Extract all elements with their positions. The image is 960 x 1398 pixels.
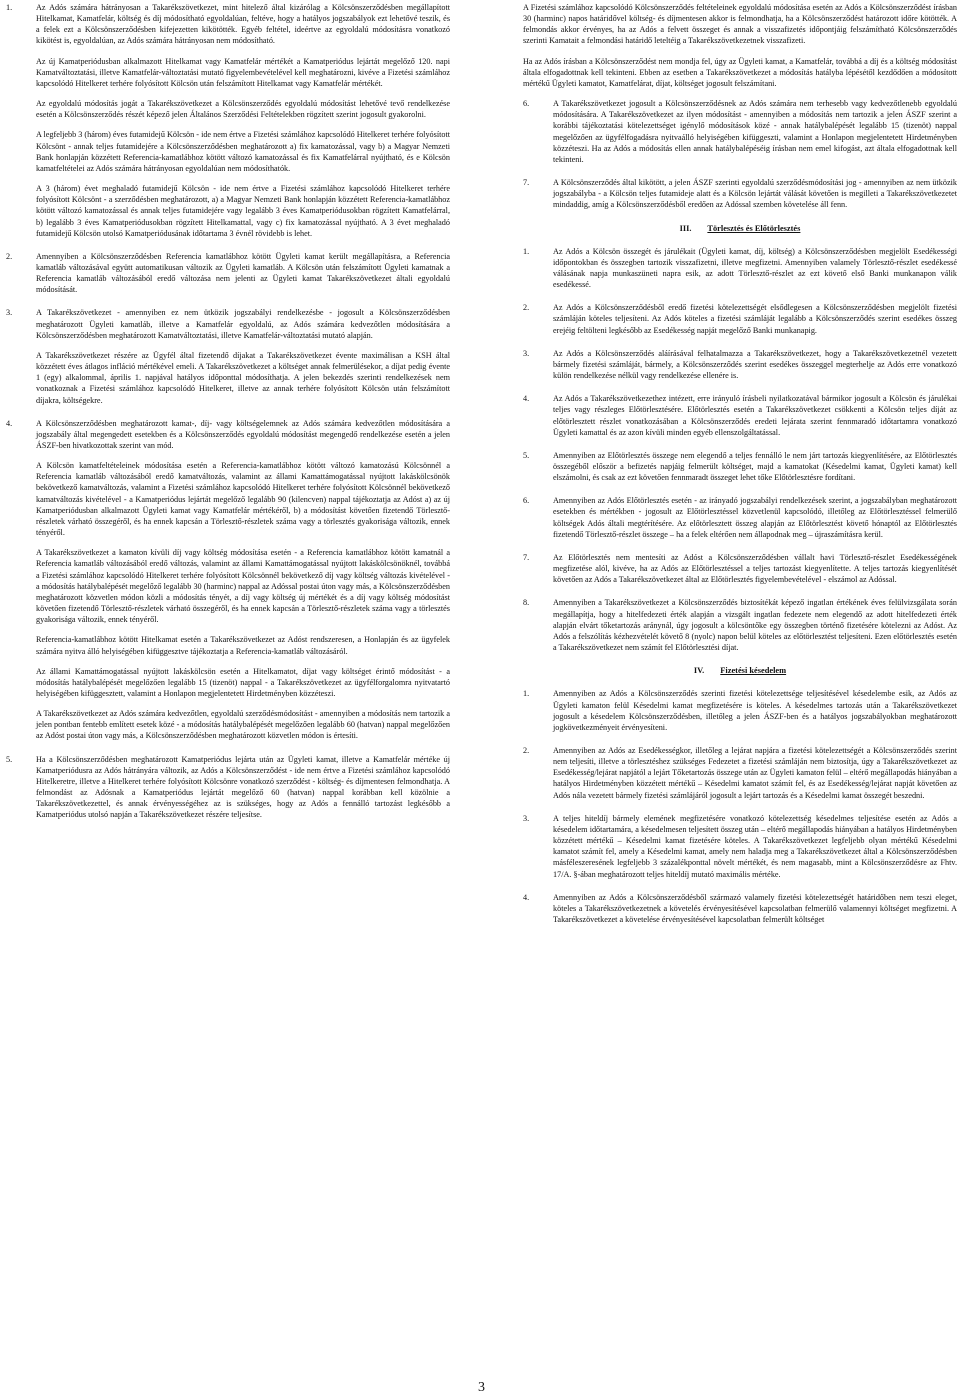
paragraph-number: 3. bbox=[523, 813, 530, 823]
numbered-paragraph bbox=[523, 302, 957, 335]
page-number: 3 bbox=[478, 1380, 485, 1395]
paragraph-text: Amennyiben az Adós a Kölcsönszerződésből származó valamely fizetési kötelezettségét határidőben nem teszi eleget, köteles a Takarékszövetkezetnek a követelés érvényesítésével kapcsolatban felmerülő valamennyi költséget megfizetni. A Takarékszövetkezet a követelése érvényesítésével kapcsolatban felmerült költséget bbox=[553, 892, 957, 924]
right-items-a bbox=[523, 98, 957, 210]
paragraph-number: 2. bbox=[6, 251, 13, 261]
paragraph-number: 5. bbox=[523, 450, 530, 460]
paragraph-text: A Takarékszövetkezet - amennyiben ez nem ütközik jogszabályi rendelkezésbe - jogosult a Kölcsönszerződésben meghatározott Ügyleti kamatláb, illetve a Kamatfelár egyoldalú, az Adós számára kedvezőtlen módosítására a Kölcsönszerződésben meghatározott Kamatváltoztatási, illetve Kamatfelár-változtatási mutató alapján. bbox=[36, 308, 450, 340]
paragraph-text: Az Előtörlesztés nem mentesíti az Adóst a Kölcsönszerződésben vállalt havi Törlesztő-részlet Esedékességének megfizetése alól, kivéve, ha az Adós az Előtörlesztéssel a teljes tartozást kiegyenlítette. A teljes tartozás kiegyenlítését követően az Adós a Takarékszövetkezet által az Előtörlesztés figyelembevételével - elszámol az Adóssal. bbox=[553, 552, 957, 585]
section-title: Fizetési késedelem bbox=[720, 666, 787, 676]
paragraph-text: Az új Kamatperiódusban alkalmazott Hitelkamat vagy Kamatfelár mértékét a Kamatperiódus lejártát megelőző 120. napi Kamatváltoztatási, illetve Kamatfelár-változtatási mutató figyelembevételével kell meghatározni, kivéve a Fizetési számlához kapcsolódó Hitelkeret terhére folyósított Kölcsön után felszámított Hitelkamat vagy Kamatfelár mértékét. bbox=[36, 56, 450, 88]
paragraph-text: Az Adós a Kölcsön összegét és járulékait (Ügyleti kamat, díj, költség) a Kölcsönszerződésben megjelölt Esedékességi időpontokban és összegben tartozik visszafizetni, illetve megfizetni. Amennyiben valamely Törlesztő-részlet esedékessé válásának napja munkaszüneti napra esik, az adott Törlesztő-részlet az ezt követő első Banki munkanapon válik esedékessé. bbox=[553, 246, 957, 290]
paragraph-text: Az Adós a Takarékszövetkezethez intézett, erre irányuló írásbeli nyilatkozatával bármikor jogosult a Kölcsön és járulékai teljes vagy részleges Előtörlesztésére. Előtörlesztés esetén a Takarékszövetkezet csökkenti a Kölcsön teljes díját az előtörlesztett részlet vonatkozásában a Kölcsönszerződés eredeti lejárata szerint fennmaradó időtartamra vonatkozó Ügyleti kamattal és az azon kívüli minden egyéb ellenszolgáltatással. bbox=[553, 394, 957, 437]
numbered-paragraph bbox=[523, 246, 957, 291]
paragraph-text: A teljes hiteldíj bármely elemének megfizetésére vonatkozó kötelezettség késedelmes teljesítése esetén az Adós a késedelem időtartamára, a késedelmesen teljesített összeg után – eltérő megállapodás hiányában a hatályos Hirdetményben közzétett mértékű – Késedelmi kamat fizetésére köteles. A Takarékszövetkezet legfeljebb olyan mértékű Késedelmi kamatot számít fel, amely a Késedelmi kamat, amely nem haladja meg a Takarékszövetkezet által a Kölcsönszerződésben másféleszeresének legfeljebb 3 százalékponttal növelt mértékét, és nem magasabb, mint a Kölcsönszerződésre az Fhtv. 17/A. §-ában meghatározott teljes hiteldíj mutató maximális mértéke. bbox=[553, 813, 957, 879]
section-title: Törlesztés és Előtörlesztés bbox=[707, 223, 801, 233]
numbered-paragraph bbox=[6, 418, 450, 742]
paragraph-number: 6. bbox=[523, 496, 530, 506]
paragraph-number: 7. bbox=[523, 178, 530, 188]
paragraph-number: 1. bbox=[523, 689, 530, 699]
numbered-paragraph bbox=[523, 177, 957, 210]
paragraph-number: 4. bbox=[523, 394, 530, 404]
paragraph-number: 8. bbox=[523, 598, 530, 608]
paragraph-text: Amennyiben az Adós Előtörlesztés esetén - az irányadó jogszabályi rendelkezések szerint, a jogszabályban meghatározott esetekben és mértékben - jogosult az Előtörlesztéssel közvetlenül kapcsolódó, illetőleg az Előtörlesztéssel felmerülő költségek Adós általi megtérítésére. Az előtörlesztett összeg alapján az Előtörlesztést követő hónaptól az Előtörlesztés fizetendő Törlesztő-részlet összege – ha a felek eltérően nem állapodnak meg – újraszámításra kerül. bbox=[553, 496, 957, 539]
paragraph-text: Amennyiben a Takarékszövetkezet a Kölcsönszerződés biztosítékát képező ingatlan értékének éves felülvizsgálata során megállapítja, hogy a hitelfedezeti érték alapján a vizsgált ingatlan fedezete nem elegendő az adott hitelfedezeti érték alapján elvárt tőketartozás aránynál, úgy jogosult a kölcsöntőke egy összegben történő fizetésére kötelezni az Adóst. Az Adós a felszólítás kézhezvételét követő 8 (nyolc) napon belül köteles az előtörlesztést teljesíteni. Ezen előtörlesztés esetén a Takarékszövetkezet nem számít fel Előtörlesztési díjat. bbox=[553, 598, 957, 653]
paragraph-text: Ha a Kölcsönszerződésben meghatározott Kamatperiódus lejárta után az Ügyleti kamat, illetve a Kamatfelár mértéke új Kamatperiódusra az Adós hátrányára változik, az Adós a Kölcsönszerződést - ide nem értve a Fizetési számlához kapcsolódó Hitelkeretre, illetve a Hitelkeret terhére folyósított Kölcsönre vonatkozó szerződést - költség- és díjmentesen felmondhatja. A felmondást az Adósnak a Kamatperiódus lejártát megelőző 60 (hatvan) nappal korábban kell közölnie a Takarékszövetkezettel, és annak érvényességéhez az is szükséges, hogy az Adós a fennálló tartozást legkésőbb a Kamatperiódus utolsó napján a Takarékszövetkezet részére teljesítse. bbox=[36, 754, 450, 820]
paragraph-text: A Fizetési számlához kapcsolódó Kölcsönszerződés feltételeinek egyoldalú módosítása esetén az Adós a Kölcsönszerződést írásban 30 (harminc) napos határidővel költség- és díjmentesen akkor is felmondhatja, ha a Kölcsönszerződést határozott időre kötötték. A felmondás akkor érvényes, ha az Adós a felvett összeget és annak a visszafizetés időpontjáig felszámítható Kölcsönszerződés szerinti Kamatait a felmondási határidő leteltéig a Takarékszövetkezetnek visszafizeti. bbox=[523, 3, 957, 46]
paragraph-text: Amennyiben az Adós az Esedékességkor, illetőleg a lejárat napjára a fizetési kötelezettségét a Kölcsönszerződés szerint nem teljesíti, illetve a törlesztéshez szükséges Fedezetet a fizetési számláján nem biztosítja, úgy a Takarékszövetkezet az Esedékesség/lejárat napjától a lejárt Tőketartozás összege után az Ügyleti kamaton felül – eltérő megállapodás hiányában a hatályos Hirdetményben közzétett mértékű – Késedelmi kamatot számít fel, és az Esedékesség/lejárat napját követően az Adós nála vezetett bármely fizetési számlájáról jogosult a lejárt tartozás és a Késedelmi kamat összegét beszedni. bbox=[553, 745, 957, 800]
paragraph-text: A Kölcsönszerződésben meghatározott kamat-, díj- vagy költségelemnek az Adós számára kedvezőtlen módosítására a jogszabály által megengedett esetekben és a Kölcsönszerződés egyoldalú módosítást megengedő rendelkezése esetén a jelen ÁSZF-ben hivatkozottak szerint van mód. bbox=[36, 418, 450, 450]
paragraph-number: 3. bbox=[6, 308, 13, 318]
paragraph-number: 1. bbox=[6, 3, 13, 12]
paragraph-number: 5. bbox=[6, 754, 13, 764]
numbered-paragraph bbox=[6, 307, 450, 405]
section-heading-iii bbox=[523, 223, 957, 234]
paragraph-number: 7. bbox=[523, 552, 530, 562]
numbered-paragraph bbox=[523, 892, 957, 925]
paragraph-number: 4. bbox=[523, 892, 530, 902]
section-roman: III. bbox=[679, 223, 692, 233]
numbered-paragraph bbox=[523, 348, 957, 381]
paragraph-number: 2. bbox=[523, 303, 530, 313]
paragraph-text: A Takarékszövetkezet jogosult a Kölcsönszerződésnek az Adós számára nem terhesebb vagy kedvezőtlenebb egyoldalú módosítására. A Takarékszövetkezet az ilyen módosítást - amennyiben a módosítás nem tartozik a jelen ÁSZF szerint a korábbi tájékoztatási kötelezettséget igénylő módosítások közé - annak hatálybalépését legalább 15 (tizenöt) nappal megelőzően az ügyfélfogadásra nyitvaálló helyiségében kifüggeszti, valamint a Honlapon megjelentetett Hirdetményben közzéteszi. Ha az Adós a módosítás ellen annak hatálybalépéséig írásban nem emel kifogást, azt általa elfogadottnak kell tekinteni. bbox=[553, 99, 957, 164]
right-column bbox=[523, 2, 957, 937]
numbered-paragraph bbox=[523, 688, 957, 733]
section-heading-iv bbox=[523, 665, 957, 676]
numbered-paragraph bbox=[6, 2, 450, 239]
paragraph-text: Az Adós a Kölcsönszerződés aláírásával felhatalmazza a Takarékszövetkezet, hogy a Takarékszövetkezetnél vezetett bármely fizetési számláját, bármely, a Kölcsönszerződés szerint esedékes összeggel megterhelje az Adós erre vonatkozó külön rendelkezése nélkül vagy rendelkezése ellenére is. bbox=[553, 348, 957, 381]
paragraph-text: A Takarékszövetkezet a kamaton kívüli díj vagy költség módosítása esetén - a Referencia kamatlábhoz kötött kamatnál a Referencia kamatláb változásából eredő változás, valamint az állami Kamattámogatással nyújtott lakáskölcsönöknél, továbbá a Fizetési számlához kapcsolódó Hitelkeret terhére folyósított Kölcsönnél bekövetkező díj vagy költség változás kivételével - a módosítás hatálybalépését megelőző legalább 30 (harminc) nappal az Adóssal postai úton vagy más, a Kölcsönszerződésben meghatározott közvetlen módon közli a módosítás tényét, a díj vagy költség új mértékét és a díj vagy költség módosítást követően fizetendő Törlesztő-részletek várható összegéről, és ha ennek kapcsán a Törlesztő-részletek száma vagy a törlesztés gyakorisága változik, ennek tényéről. bbox=[36, 548, 450, 625]
numbered-paragraph bbox=[523, 450, 957, 483]
paragraph-text: Amennyiben a Kölcsönszerződésben Referencia kamatlábhoz kötött Ügyleti kamat került megállapításra, a Referencia kamatláb változásával együtt automatikusan változik az Ügyleti kamatláb. A Kölcsön után felszámított Ügyleti kamatnak a Referencia kamatláb változásából eredő változása nem jelenti az Ügyleti kamat Takarékszövetkezet általi egyoldalú módosítását. bbox=[36, 251, 450, 295]
right-items-b bbox=[523, 246, 957, 654]
numbered-paragraph bbox=[523, 597, 957, 653]
numbered-paragraph bbox=[523, 98, 957, 165]
paragraph-text: Az állami Kamattámogatással nyújtott lakáskölcsön esetén a Hitelkamatot, díjat vagy költséget érintő módosítást - a módosítás hatálybalépését megelőzően legalább 15 (tizenöt) nappal - a Takarékszövetkezet az ügyfélforgalomra nyitvatartó helyiségében kifüggesztett, valamint a Honlapon megjelentetett Hirdetményben közzéteszi. bbox=[36, 666, 450, 698]
numbered-paragraph bbox=[523, 745, 957, 801]
paragraph-text: A Takarékszövetkezet részére az Ügyfél által fizetendő díjakat a Takarékszövetkezet évente maximálisan a KSH által közzétett éves átlagos infláció mértékével emeli. A Takarékszövetkezet a költséget annak felmerülésekor, a díjat pedig évente 1 (egy) alkalommal, április 1. napjával hatályos időponttal módosíthatja. A jelen bekezdés szerinti rendelkezések nem vonatkoznak a Fizetési számlához kapcsolódó Hitelkeret, illetve az annak terhére folyósított Kölcsön után felszámított díjakra, költségekre. bbox=[36, 350, 450, 405]
paragraph-text: A Takarékszövetkezet az Adós számára kedvezőtlen, egyoldalú szerződésmódosítást - amennyiben a módosítás nem tartozik a jelen pontban fentebb említett esetek közé - a módosítás hatálybalépését megelőzően legalább 60 (hatvan) nappal megelőzően az Adóst postai úton vagy más, a Kölcsönszerződésben meghatározott közvetlen módon is értesíti. bbox=[36, 709, 450, 741]
numbered-paragraph bbox=[523, 495, 957, 540]
numbered-paragraph bbox=[523, 813, 957, 880]
section-roman: IV. bbox=[693, 666, 705, 676]
paragraph-number: 2. bbox=[523, 745, 530, 755]
paragraph-text: Ha az Adós írásban a Kölcsönszerződést nem mondja fel, úgy az Ügyleti kamat, a Kamatfelár, továbbá a díj és a költség módosítást általa elfogadottnak kell tekinteni. Ebben az esetben a Takarékszövetkezet a módosítás hatályba lépésétől kezdődően a módosított mértékű Ügyleti kamatot, Kamatfelárat, díjat, költséget jogosult felszámítani. bbox=[523, 56, 957, 88]
paragraph-text: Referencia-kamatlábhoz kötött Hitelkamat esetén a Takarékszövetkezet az Adóst rendszeresen, a Honlapján és az ügyfelek számára nyitva álló helyiségében kifüggesztve tájékoztatja a Referencia-kamatláb változásáról. bbox=[36, 635, 450, 656]
left-column bbox=[6, 2, 450, 833]
numbered-paragraph bbox=[6, 754, 450, 821]
paragraph-text: Amennyiben az Adós a Kölcsönszerződés szerinti fizetési kötelezettsége teljesítésével késedelembe esik, az Adós az Ügyleti kamaton felül Késedelmi kamat megfizetésére is köteles. A késedelmes tartozás után a Takarékszövetkezet jogosult a késedelem Kölcsönszerződésben, illetőleg a jelen ÁSZF-ben és a hatályos jogszabályokban meghatározott jogkövetkezményeit érvényesíteni. bbox=[553, 689, 957, 732]
paragraph-number: 3. bbox=[523, 348, 530, 358]
right-intro bbox=[523, 2, 957, 89]
right-items-c bbox=[523, 688, 957, 925]
paragraph-text: Amennyiben az Előtörlesztés összege nem elegendő a teljes fennálló le nem járt tartozás kiegyenlítésére, az Előtörlesztés összegéből először a befizetés napjáig felmerült költséget, majd a kamatokat (Késedelmi kamat, Ügyleti kamat) kell elszámolni, és csak az ezt követően fennmaradt összeget lehet tőke Előtörlesztésre fordítani. bbox=[553, 450, 957, 483]
paragraph-text: A legfeljebb 3 (három) éves futamidejű Kölcsön - ide nem értve a Fizetési számlához kapcsolódó Hitelkeret terhére folyósított Kölcsönt - annak teljes futamidejére a Kölcsönszerződésben meghatározott a) fix kamatozással, vagy b) a Magyar Nemzeti Bank honlapján közzétett Referencia-kamatlábhoz kötött változó kamatozással és fix Kamatfelárral nyújtható, és e Kölcsön kamatfeltételei az Adós számára hátrányosan egyoldalúan nem módosíthatók. bbox=[36, 130, 451, 173]
numbered-paragraph bbox=[6, 251, 450, 296]
numbered-paragraph bbox=[523, 552, 957, 585]
paragraph-text: Az egyoldalú módosítás jogát a Takarékszövetkezet a Kölcsönszerződés egyoldalú módosítást lehetővé tevő rendelkezése esetén a Kölcsönszerződés részét képező jelen Általános Szerződési Feltételekben rögzített szerint jogosult gyakorolni. bbox=[36, 99, 450, 120]
paragraph-text: A Kölcsönszerződés által kikötött, a jelen ÁSZF szerinti egyoldalú szerződésmódosítási jog - amennyiben az nem ütközik jogszabályba - a Kölcsön teljes futamideje alatt és a Kölcsön lejártát válását követően is megilleti a Takarékszövetkezetet mindaddig, amíg a Kölcsönszerződésből eredően az Adóssal szemben követelése áll fenn. bbox=[553, 178, 957, 210]
numbered-paragraph bbox=[523, 393, 957, 438]
paragraph-number: 6. bbox=[523, 99, 530, 109]
paragraph-number: 1. bbox=[523, 246, 530, 256]
paragraph-text: A 3 (három) évet meghaladó futamidejű Kölcsön - ide nem értve a Fizetési számlához kapcsolódó Hitelkeret terhére folyósított Kölcsönt - a szerződésben meghatározott, a) a Magyar Nemzeti Bank honlapján közzétett Referencia-kamatlábhoz kötött változó kamatozással és annak teljes futamidejére vagy legalább 3 éves Kamatperiódusokban rögzített Kamatfelárral, b) legalább 3 éves Kamatperiódusokban rögzített Hitelkamattal, vagy c) fix kamatozással nyújtható. A 3 évet meghaladó futamidejű Kölcsön utolsó Kamatperiódusának időtartama 3 évnél rövidebb is lehet. bbox=[36, 184, 450, 238]
paragraph-text: Az Adós számára hátrányosan a Takarékszövetkezet, mint hitelező által kizárólag a Kölcsönszerződésben megállapított Hitelkamat, Kamatfelár, költség és díj módosítható egyoldalúan, feltéve, hogy a hatályos jogszabályok ezt lehetővé teszik, és a felek ezt a Kölcsönszerződésben kifejezetten kikötötték. Egyéb feltétel, ideértve az egyoldalú módosításra vonatkozó kikötést is, egyoldalúan, az Adós számára hátrányosan nem módosítható. bbox=[36, 3, 450, 46]
paragraph-text: Az Adós a Kölcsönszerződésből eredő fizetési kötelezettségét elsődlegesen a Kölcsönszerződésben megjelölt fizetési számláján köteles teljesíteni. Az Adós köteles a fizetési számláját legalább a Kölcsönszerződés szerint esedékes összeg erejéig feltölteni legkésőbb az Esedékesség napját megelőző Banki munkanapig. bbox=[553, 303, 957, 335]
paragraph-number: 4. bbox=[6, 418, 13, 428]
paragraph-text: A Kölcsön kamatfeltételeinek módosítása esetén a Referencia-kamatlábhoz kötött változó kamatozású Kölcsönnél a Referencia kamatláb változásából eredő kamatváltozás, valamint az állami Kamattámogatással nyújtott lakáskölcsönök bekövetkező kamatváltozás, valamint a Fizetési számlához kapcsolódó Hitelkeret terhére folyósított Kölcsönnél bekövetkező kamatváltozás kivételével - a Kamatperiódus lejártát megelőző legalább 90 (kilencven) nappal tájékoztatja az Adóst a) az új Kamatperiódusban alkalmazott Ügyleti kamat vagy Kamatfelár mértékéről, b) a módosítást követően fizetendő Törlesztő-részletek várható összegéről, és ha ennek kapcsán a Törlesztő-részletek száma vagy a törlesztés gyakorisága változik, ennek tényéről. bbox=[36, 461, 450, 538]
